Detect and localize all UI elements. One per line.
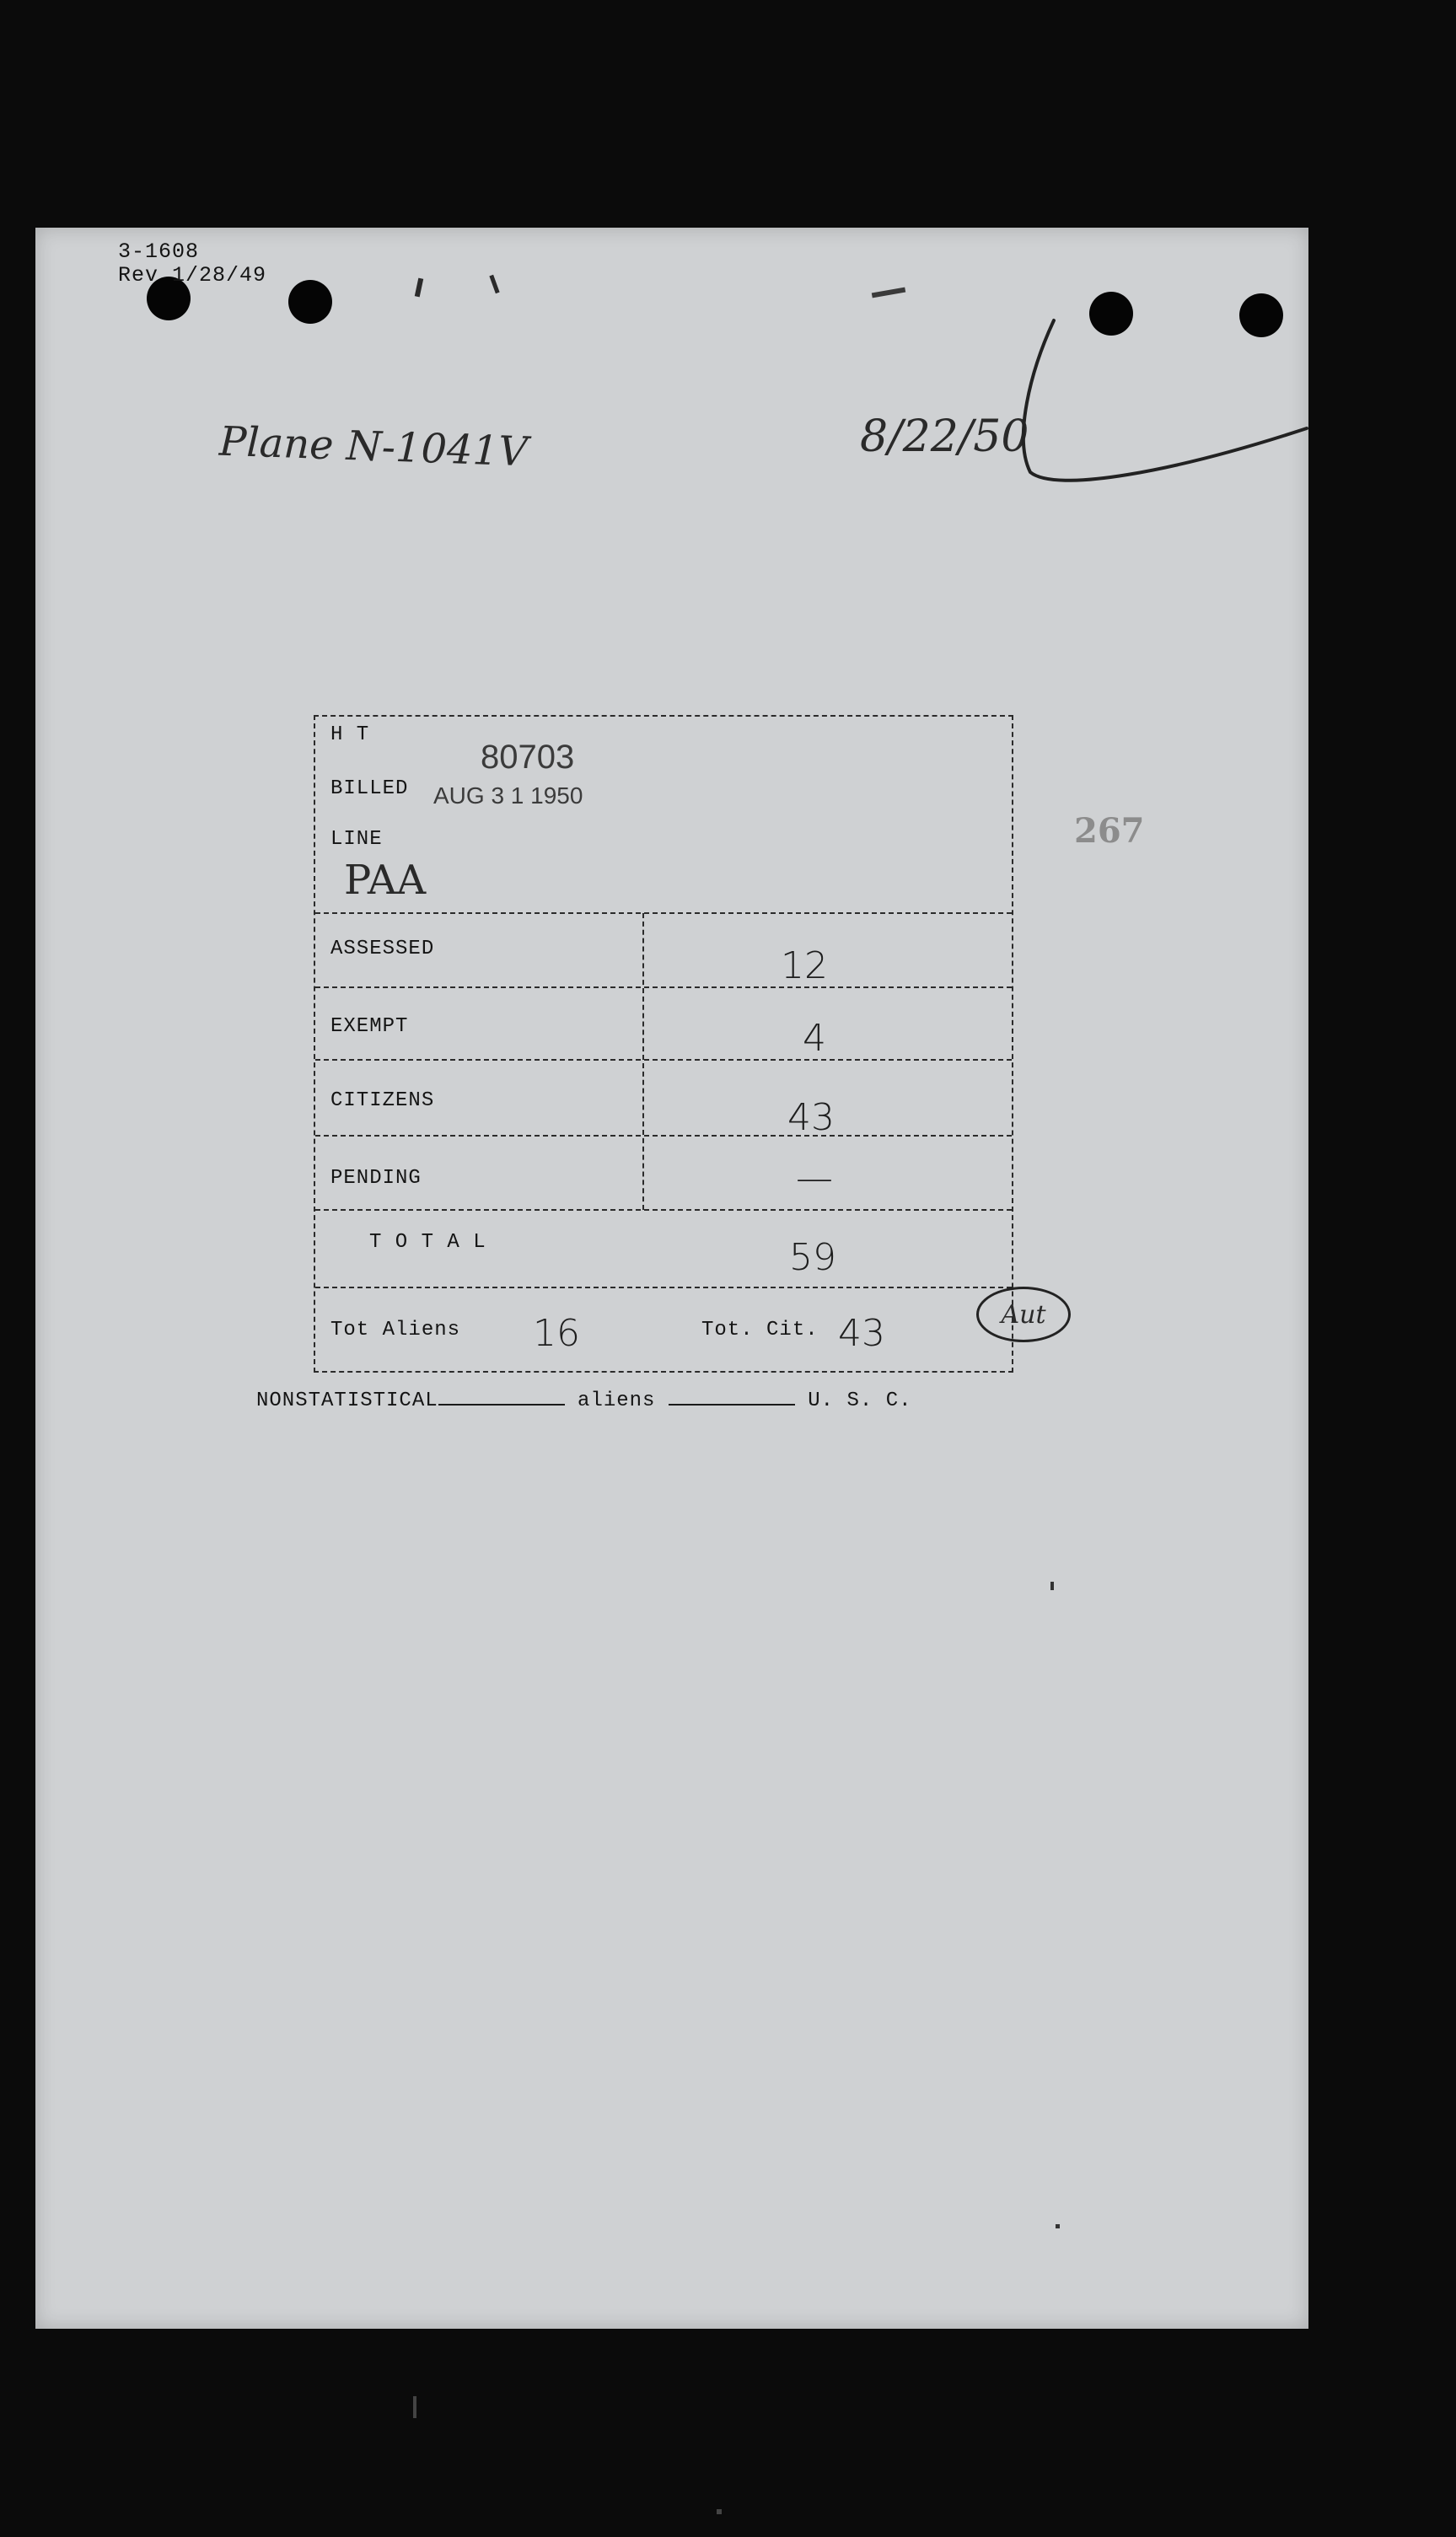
nonstatistical-label: NONSTATISTICAL (256, 1389, 438, 1412)
ht-label: H T (330, 723, 370, 746)
billed-date-stamp: AUG 3 1 1950 (433, 782, 583, 809)
assessed-value: 12 (781, 944, 828, 987)
aliens-label: aliens (578, 1389, 656, 1412)
handwritten-plane: Plane N-1041V (218, 417, 529, 476)
total-label: T O T A L (369, 1231, 486, 1254)
tot-cit-value: 43 (838, 1312, 885, 1355)
speck (413, 2396, 416, 2418)
citizens-label: CITIZENS (330, 1089, 435, 1112)
total-value: 59 (789, 1236, 836, 1279)
speck (1050, 1582, 1054, 1590)
stray-mark (489, 275, 499, 293)
page-number: 267 (1074, 811, 1145, 851)
pending-value: — (796, 1157, 833, 1200)
tot-aliens-label: Tot Aliens (330, 1319, 461, 1341)
ht-number: 80703 (481, 739, 575, 776)
stray-mark (872, 288, 905, 298)
nonstatistical-blank (438, 1404, 565, 1406)
punch-hole (288, 280, 332, 324)
form-revision: Rev 1/28/49 (118, 263, 267, 288)
citizens-value: 43 (787, 1096, 835, 1139)
exempt-value: 4 (803, 1017, 826, 1060)
pen-stroke (1005, 312, 1308, 497)
pending-label: PENDING (330, 1167, 422, 1190)
handwritten-date: 8/22/50 (860, 411, 1029, 462)
tot-cit-label: Tot. Cit. (701, 1319, 819, 1341)
document-page (35, 228, 1308, 2329)
tally-card (314, 715, 1013, 1373)
usc-label: U. S. C. (808, 1389, 912, 1412)
initials: Aut (1001, 1299, 1046, 1330)
stray-mark (415, 278, 423, 298)
nonstatistical-line (256, 1389, 912, 1412)
tot-aliens-value: 16 (533, 1312, 580, 1355)
billed-label: BILLED (330, 777, 409, 800)
aliens-blank (669, 1404, 795, 1406)
line-label: LINE (330, 828, 383, 851)
circled-initials (976, 1287, 1071, 1342)
speck (1056, 2224, 1060, 2228)
form-number: 3-1608 (118, 239, 200, 264)
line-value: PAA (344, 857, 427, 904)
assessed-label: ASSESSED (330, 938, 435, 960)
exempt-label: EXEMPT (330, 1015, 409, 1038)
speck (717, 2509, 722, 2514)
